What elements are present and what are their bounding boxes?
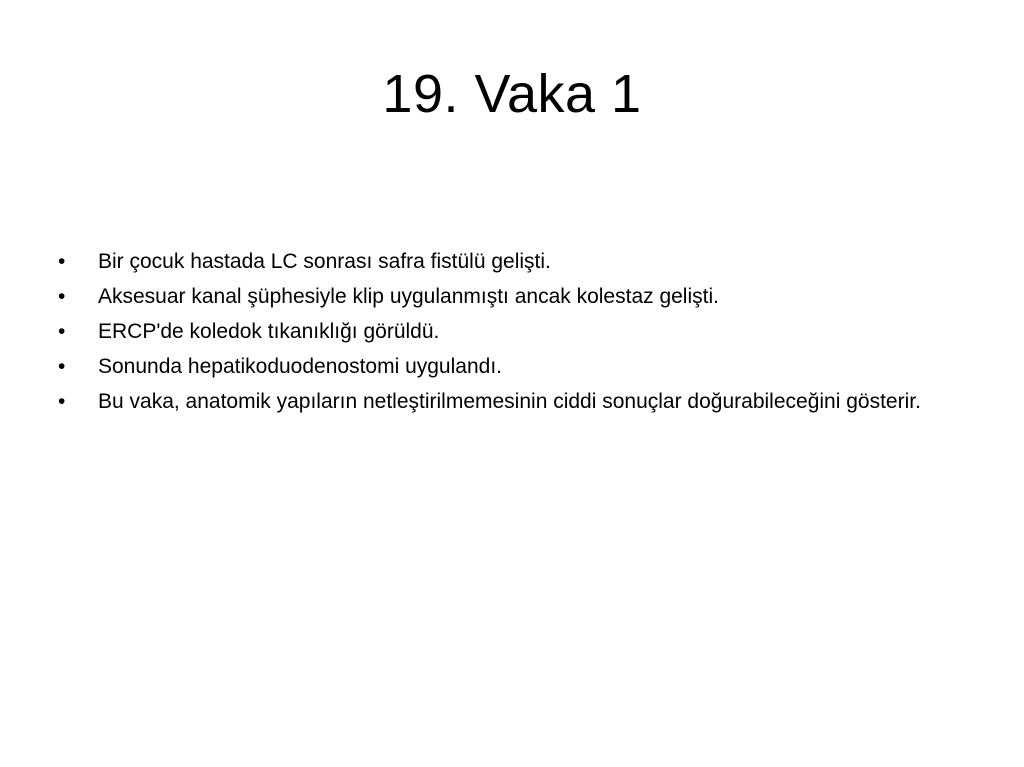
bullet-text: Sonunda hepatikoduodenostomi uygulandı. <box>98 355 502 378</box>
bullet-text: Aksesuar kanal şüphesiyle klip uygulanmıştı ancak kolestaz gelişti. <box>98 285 719 308</box>
bullet-text: Bu vaka, anatomik yapıların netleştirilmemesinin ciddi sonuçlar doğurabileceğini gösterir. <box>98 390 921 413</box>
bullet-icon: • <box>58 250 66 273</box>
bullet-text: ERCP'de koledok tıkanıklığı görüldü. <box>98 320 440 343</box>
bullet-icon: • <box>58 390 66 413</box>
slide-title: 19. Vaka 1 <box>382 64 642 124</box>
bullet-icon: • <box>58 285 66 308</box>
bullet-icon: • <box>58 320 66 343</box>
bullet-item <box>58 388 958 416</box>
bullet-icon: • <box>58 355 66 378</box>
bullet-item <box>58 353 958 381</box>
bullet-item <box>58 283 958 311</box>
bullet-list <box>58 248 958 423</box>
bullet-text: Bir çocuk hastada LC sonrası safra fistülü gelişti. <box>98 250 551 273</box>
bullet-item <box>58 318 958 346</box>
bullet-item <box>58 248 958 276</box>
